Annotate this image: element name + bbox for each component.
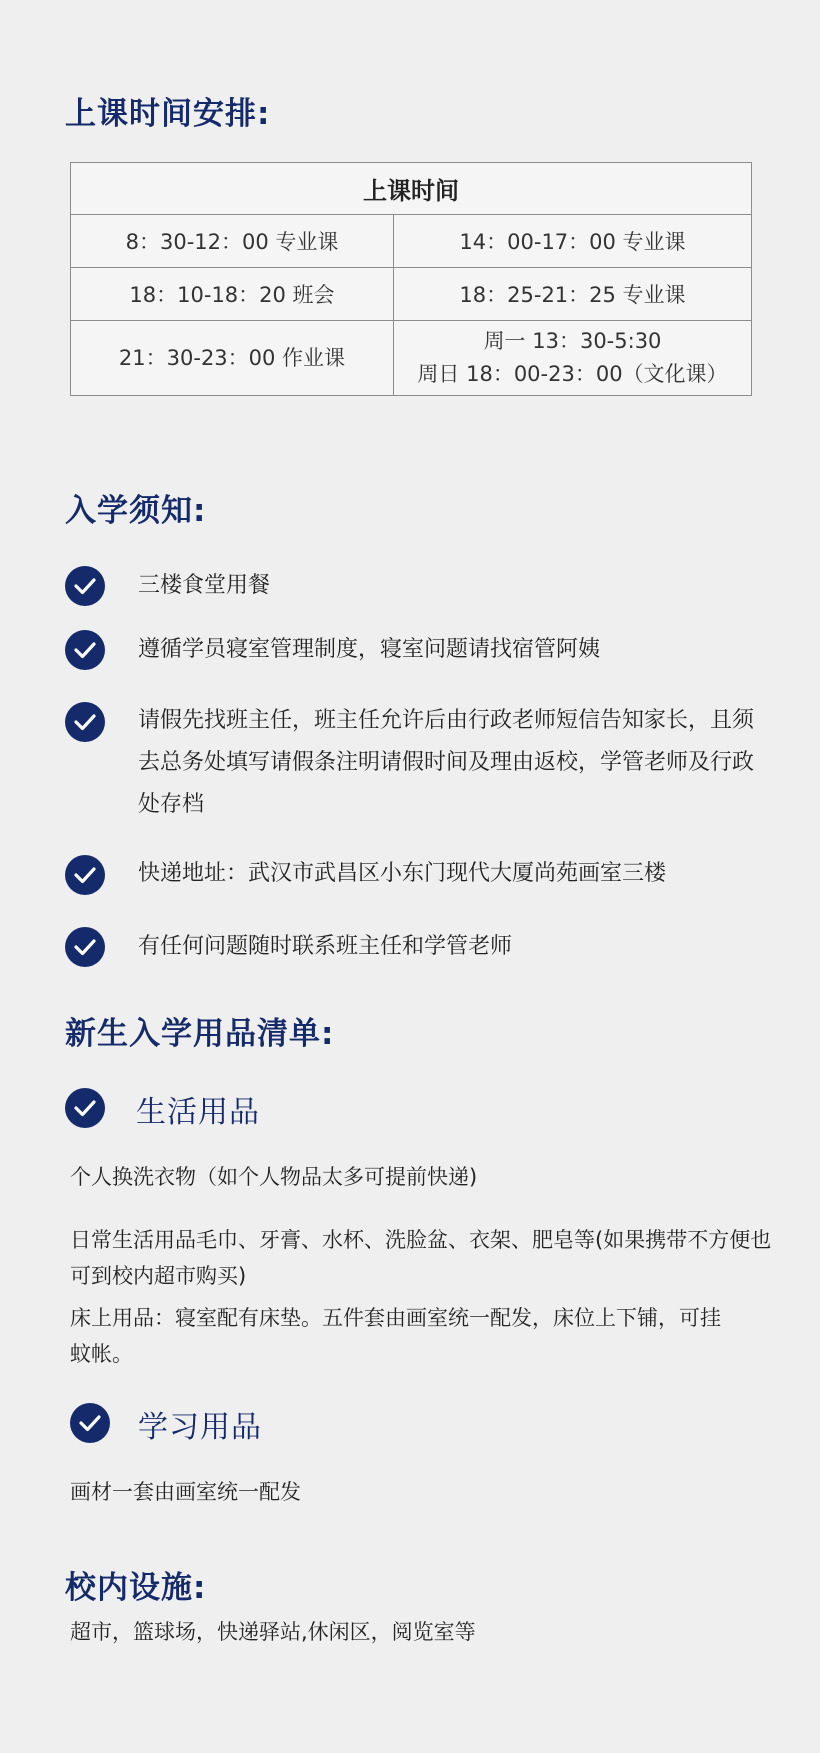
table-row [71,215,752,268]
notice-item: 请假先找班主任，班主任允许后由行政老师短信告知家长，且须去总务处填写请假条注明请假时间及理由返校，学管老师及行政处存档 [138,708,755,817]
schedule-cell: 8：30-12：00 专业课 [71,215,394,268]
check-circle-icon [65,702,105,742]
check-circle-icon [65,1088,105,1128]
check-circle-icon [70,1403,110,1443]
table-row [71,321,752,396]
facilities-text: 超市，篮球场，快递驿站,休闲区，阅览室等 [70,1620,476,1644]
living-supplies-title: 生活用品 [136,1095,260,1130]
schedule-title: 上课时间安排: [65,96,271,132]
facilities-title: 校内设施: [65,1570,207,1606]
check-circle-icon [65,566,105,606]
schedule-cell [394,321,752,396]
schedule-cell: 18：25-21：25 专业课 [394,268,752,321]
schedule-cell-line: 周一 13：30-5:30 [483,329,662,353]
schedule-cell: 21：30-23：00 作业课 [71,321,394,396]
schedule-cell: 14：00-17：00 专业课 [394,215,752,268]
living-supplies-item: 日常生活用品毛巾、牙膏、水杯、洗脸盆、衣架、肥皂等(如果携带不方便也可到校内超市购买) [70,1228,772,1288]
table-row [71,268,752,321]
study-supplies-title: 学习用品 [138,1410,262,1445]
check-circle-icon [65,927,105,967]
study-supplies-item: 画材一套由画室统一配发 [70,1480,301,1504]
notice-item: 快递地址：武汉市武昌区小东门现代大厦尚苑画室三楼 [138,861,667,886]
notice-item: 三楼食堂用餐 [138,573,271,598]
notice-item: 遵循学员寝室管理制度，寝室问题请找宿管阿姨 [138,637,601,662]
check-circle-icon [65,855,105,895]
notice-title: 入学须知: [65,493,207,529]
living-supplies-item: 床上用品：寝室配有床垫。五件套由画室统一配发，床位上下铺，可挂蚊帐。 [70,1306,721,1366]
supplies-title: 新生入学用品清单: [65,1016,335,1052]
schedule-cell: 18：10-18：20 班会 [71,268,394,321]
living-supplies-item: 个人换洗衣物（如个人物品太多可提前快递) [70,1165,478,1189]
schedule-table-header: 上课时间 [71,163,752,215]
check-circle-icon [65,630,105,670]
schedule-cell-line: 周日 18：00-23：00（文化课） [417,362,728,386]
schedule-table [70,162,752,396]
notice-item: 有任何问题随时联系班主任和学管老师 [138,934,513,959]
